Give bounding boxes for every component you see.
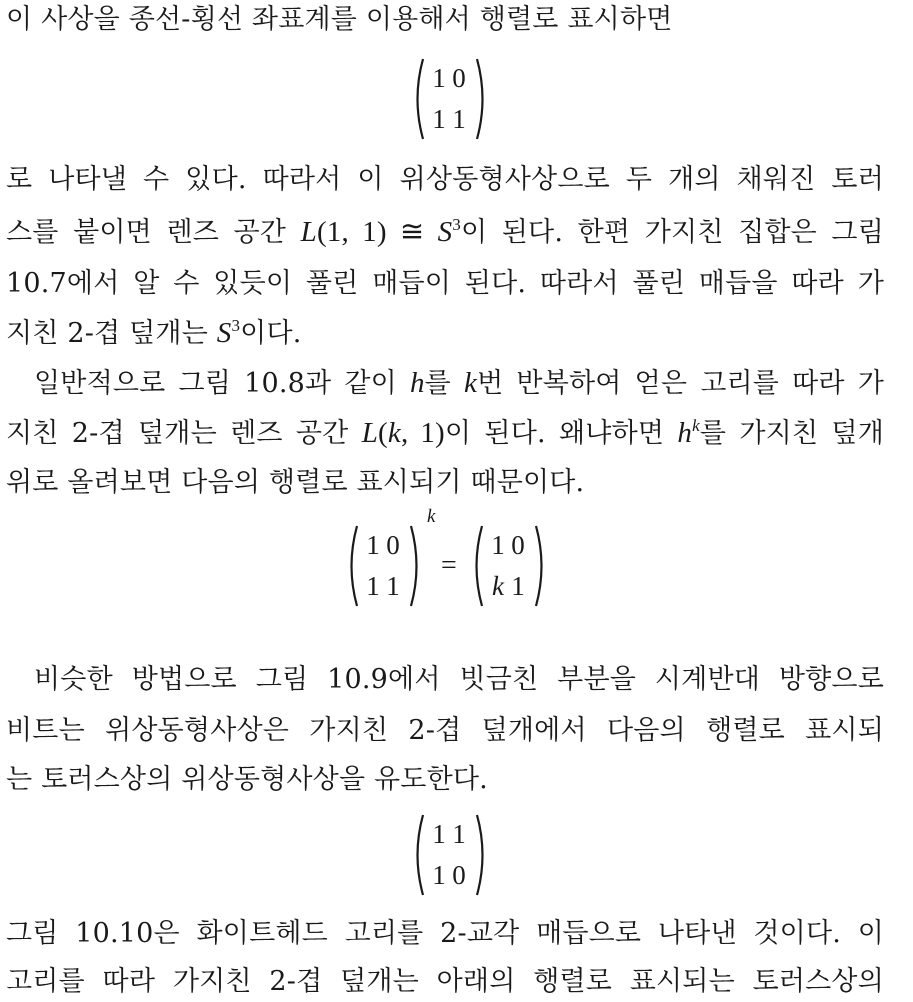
text-line-9-content: 비슷한 방법으로 그림 10.9에서 빗금친 부분을 시계반대 방향으로 (34, 664, 884, 695)
h-exponent-k: k (692, 416, 700, 435)
matrix-1 (411, 57, 489, 141)
variable-h-2: h (677, 417, 693, 449)
matrix-2-cell-a: 1 (366, 530, 380, 560)
text-line-11-content: 는 토러스상의 위상동형사상을 유도한다. (6, 764, 488, 795)
right-paren-icon (475, 57, 489, 141)
matrix-1-cell-b: 0 (452, 63, 466, 93)
text-line-7-part-c: 를 가지친 덮개 (699, 418, 884, 449)
text-line-10-content: 비트는 위상동형사상은 가지친 2-겹 덮개에서 다음의 행렬로 표시되 (6, 715, 884, 746)
left-paren-icon (411, 813, 425, 897)
matrix-3 (470, 524, 548, 608)
matrix-1-cell-c: 1 (432, 104, 446, 134)
text-line-6-part-a: 일반적으로 그림 10.8과 같이 (34, 368, 410, 399)
matrix-4-cell-d: 0 (452, 860, 466, 890)
text-line-3-part-b: 이 된다. 한편 가지친 집합은 그림 (460, 217, 884, 248)
variable-k: k (464, 367, 478, 399)
lens-space-args: (1, 1) ≅ (316, 216, 438, 248)
matrix-4-cell-c: 1 (432, 860, 446, 890)
lens-args-close: , 1) (400, 417, 445, 449)
text-line-5-part-b: 이다. (240, 318, 302, 349)
matrix-4 (411, 813, 489, 897)
matrix-3-cell-c: k (492, 571, 504, 601)
sphere-exponent: 3 (452, 215, 461, 234)
text-line-12 (6, 914, 884, 954)
sphere-exponent-2: 3 (231, 316, 241, 335)
right-paren-icon (475, 813, 489, 897)
matrix-2-cell-c: 1 (366, 571, 380, 601)
text-line-3-part-a: 스를 붙이면 렌즈 공간 (6, 217, 301, 248)
text-line-13 (6, 962, 884, 1002)
text-line-7-part-a: 지친 2-겹 덮개는 렌즈 공간 (6, 418, 362, 449)
text-line-2-content: 로 나타낼 수 있다. 따라서 이 위상동형사상으로 두 개의 채워진 토러 (6, 164, 884, 195)
text-line-9 (34, 660, 884, 700)
text-line-1-content: 이 사상을 종선-횡선 좌표계를 이용해서 행렬로 표시하면 (6, 4, 673, 35)
matrix-1-cell-d: 1 (452, 104, 466, 134)
matrix-4-cell-b: 1 (452, 819, 466, 849)
text-line-5-part-a: 지친 2-겹 덮개는 (6, 318, 217, 349)
text-line-6 (34, 363, 884, 403)
matrix-3-cell-d: 1 (511, 571, 525, 601)
lens-space-symbol: L (300, 216, 317, 248)
text-line-4-content: 10.7에서 알 수 있듯이 풀린 매듭이 된다. 따라서 풀린 매듭을 따라 가 (6, 268, 884, 299)
text-line-12-content: 그림 10.10은 화이트헤드 고리를 2-교각 매듭으로 나타낸 것이다. 이 (6, 918, 884, 949)
lens-args-k: k (387, 417, 401, 449)
lens-space-symbol-2: L (361, 417, 379, 449)
matrix-4-cell-a: 1 (432, 819, 446, 849)
matrix-2-cell-b: 0 (386, 530, 400, 560)
text-line-13-content: 고리를 따라 가지친 2-겹 덮개는 아래의 행렬로 표시되는 토러스상의 (6, 966, 884, 997)
sphere-symbol: S (437, 216, 453, 248)
left-paren-icon (345, 524, 359, 608)
text-line-2 (6, 160, 884, 200)
matrix-3-cell-a: 1 (491, 530, 505, 560)
text-line-6-part-c: 번 반복하여 얻은 고리를 따라 가 (477, 368, 884, 399)
matrix-3-cell-b: 0 (511, 530, 525, 560)
text-line-3 (6, 212, 884, 252)
left-paren-icon (411, 57, 425, 141)
matrix-2 (345, 524, 423, 608)
text-line-5 (6, 313, 884, 353)
text-line-8 (6, 463, 884, 503)
equals-sign: = (441, 550, 457, 581)
text-line-1 (6, 0, 884, 40)
matrix-2-cell-d: 1 (386, 571, 400, 601)
variable-h: h (409, 367, 425, 399)
text-line-11 (6, 760, 884, 800)
text-line-10 (6, 711, 884, 751)
sphere-symbol-2: S (216, 317, 232, 349)
text-line-4 (6, 264, 884, 304)
lens-args-open: ( (378, 417, 388, 449)
left-paren-icon (470, 524, 484, 608)
text-line-7 (6, 413, 884, 453)
matrix-power-k: k (427, 506, 436, 527)
right-paren-icon (534, 524, 548, 608)
right-paren-icon (409, 524, 423, 608)
text-line-6-part-b: 를 (424, 368, 464, 399)
text-line-7-part-b: 이 된다. 왜냐하면 (444, 418, 678, 449)
text-line-8-content: 위로 올려보면 다음의 행렬로 표시되기 때문이다. (6, 467, 585, 498)
matrix-1-cell-a: 1 (432, 63, 446, 93)
